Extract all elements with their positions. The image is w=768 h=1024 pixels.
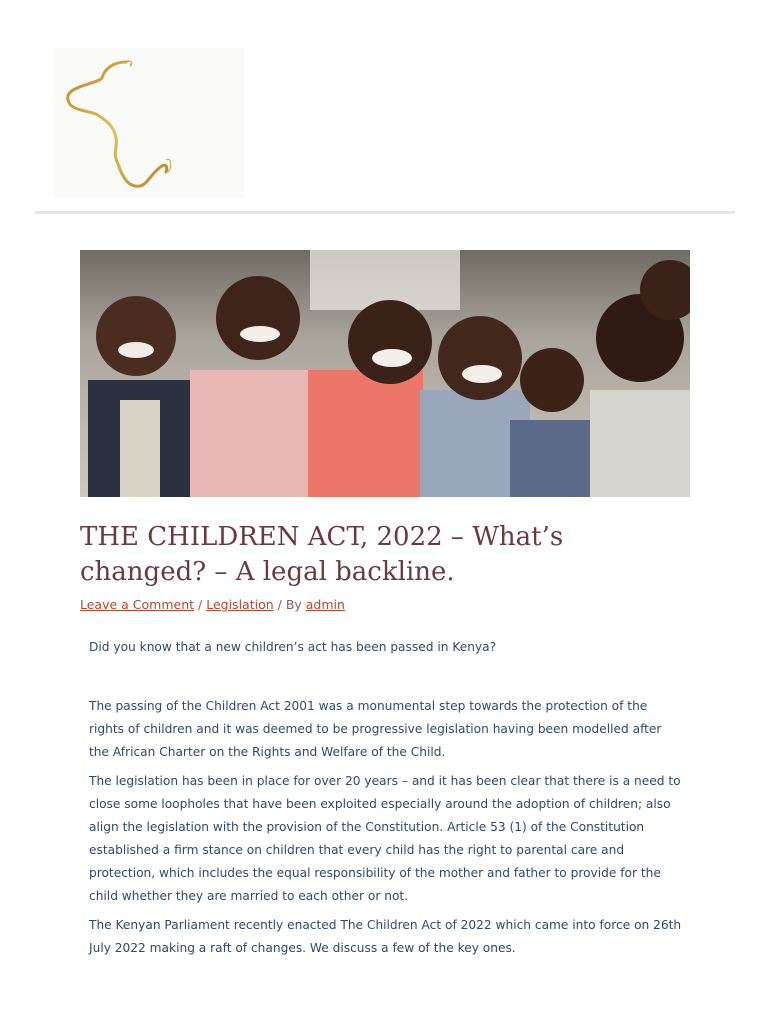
post-title: THE CHILDREN ACT, 2022 – What’s changed? – A legal backline. bbox=[80, 522, 564, 587]
featured-image bbox=[80, 250, 690, 497]
author-link[interactable]: admin bbox=[305, 597, 345, 612]
leave-comment-link[interactable]: Leave a Comment bbox=[80, 597, 195, 612]
paragraph: Did you know that a new children’s act has been passed in Kenya? bbox=[89, 640, 497, 654]
paragraph: The passing of the Children Act 2001 was a monumental step towards the protection of the rights of children and it was deemed to be progressive legislation having been modelled after the African Charter on the Rights and Welfare of the Child. bbox=[89, 699, 662, 759]
paragraph: The Kenyan Parliament recently enacted The Children Act of 2022 which came into force on 26th July 2022 making a raft of changes. We discuss a few of the key ones. bbox=[89, 918, 682, 955]
post-content bbox=[89, 636, 683, 966]
meta-by-text: / By bbox=[273, 597, 306, 612]
africa-outline-logo-icon bbox=[54, 48, 244, 198]
category-link-legislation[interactable]: Legislation bbox=[206, 597, 274, 612]
meta-separator: / bbox=[194, 597, 207, 612]
site-logo[interactable] bbox=[54, 48, 244, 198]
paragraph: The legislation has been in place for over 20 years – and it has been clear that there is a need to close some loopholes that have been exploited especially around the adoption of children; also align the legislation with the provision of the Constitution. Article 53 (1) of the Constitution established a firm stance on children that every child has the right to parental care and protection, which includes the equal responsibility of the mother and father to provide for the child whether they are married to each other or not. bbox=[89, 774, 681, 903]
header-divider bbox=[35, 211, 735, 214]
post-meta bbox=[80, 597, 345, 612]
